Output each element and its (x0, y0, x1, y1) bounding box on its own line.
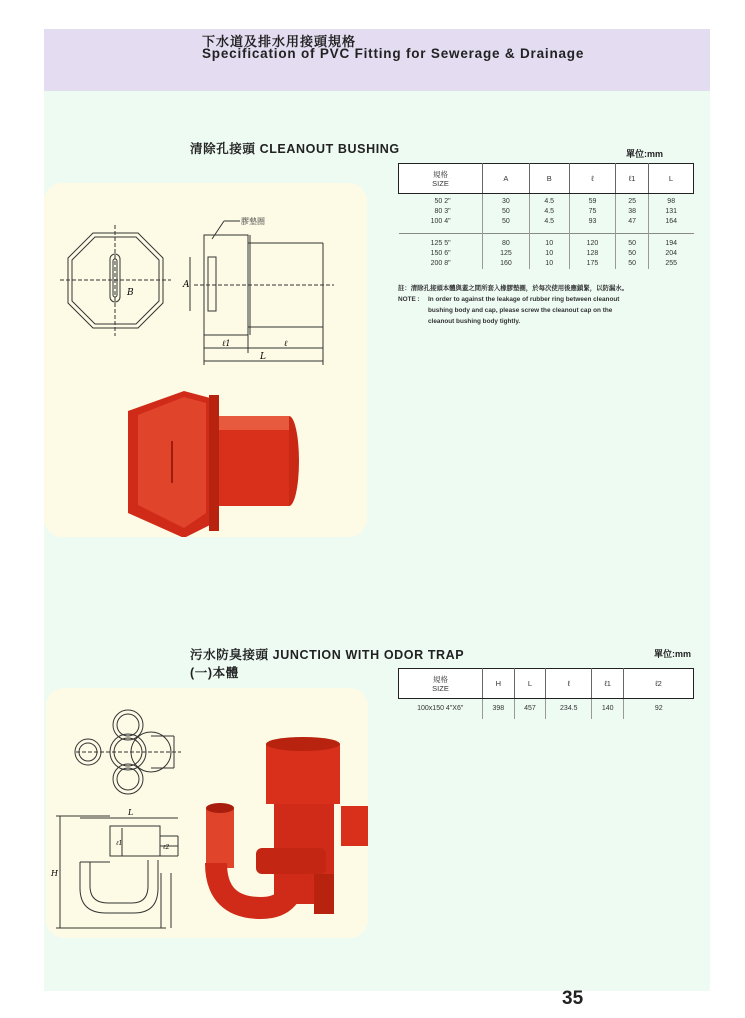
cell-size-inch: 4" (444, 218, 451, 225)
page-header (44, 29, 710, 91)
section2-title: 污水防臭接頭 JUNCTION WITH ODOR TRAP (190, 648, 465, 662)
cell-size-inch: 5" (444, 240, 451, 247)
col-size-en: SIZE (432, 178, 449, 188)
cell-size-mm: 100 (430, 218, 443, 225)
col-a: A (483, 164, 530, 194)
table-row (399, 234, 694, 250)
cell-a: 80 (483, 234, 530, 250)
section2-subtitle: (一)本體 (190, 666, 239, 680)
cleanout-bushing-drawing (44, 183, 367, 537)
cell-size (399, 249, 483, 259)
col-b: B (529, 164, 569, 194)
col-l: ℓ (546, 669, 592, 699)
col-size-zh: 規格 (433, 169, 448, 179)
cell-a: 50 (483, 217, 530, 234)
cleanout-bushing-image-panel (44, 183, 367, 537)
header-title-en: Specification of PVC Fitting for Sewerage & Drainage (202, 46, 585, 61)
cell-L: 204 (665, 250, 678, 257)
dim-b-label: B (127, 288, 134, 298)
section1-note (398, 283, 704, 327)
cell-l1: 25 (616, 194, 649, 208)
cell-L: 98 (667, 198, 676, 205)
note-zh: 註：清除孔接頭本體與蓋之間所套入橡膠墊圈，於每次使用後應鎖緊，以防漏水。 (398, 285, 629, 292)
side-view (190, 221, 334, 365)
dim-l-label: ℓ (284, 339, 288, 348)
cell-h: 398 (483, 699, 515, 719)
octagon-front-view (60, 225, 171, 336)
dim-l1-label: ℓ1 (222, 339, 231, 348)
cleanout-bushing-table (398, 163, 694, 269)
cell-size-mm: 200 (430, 260, 443, 267)
note-en-line-2: bushing body and cap, please screw the cleanout cap on the (428, 307, 613, 314)
dim-L-label: L (260, 352, 266, 362)
note-en-text-1: In order to against the leakage of rubber ring between cleanout (428, 296, 620, 303)
cell-l: 75 (569, 207, 616, 217)
rubber-ring-label: 膠墊圈 (241, 217, 265, 226)
cell-a: 160 (483, 259, 530, 269)
cell-L: 164 (665, 218, 678, 225)
cell-l1: 50 (616, 249, 649, 259)
cell-L: 457 (514, 699, 546, 719)
col-l1: ℓ1 (592, 669, 624, 699)
cell-l1: 140 (592, 699, 624, 719)
cell-b: 10 (529, 234, 569, 250)
cell-b: 4.5 (529, 217, 569, 234)
cell-l1: 38 (616, 207, 649, 217)
cell-l: 120 (569, 234, 616, 250)
cell-size (399, 234, 483, 250)
cleanout-bushing-photo (128, 391, 299, 537)
section1-title: 清除孔接頭 CLEANOUT BUSHING (190, 142, 400, 156)
odor-trap-table (398, 668, 694, 719)
cell-L: 194 (648, 234, 693, 250)
dim-L-label-2: L (128, 808, 134, 817)
cell-l2: 92 (654, 705, 663, 712)
cell-l: 59 (569, 194, 616, 208)
cell-size-mm: 50 (434, 198, 443, 205)
table-row (399, 194, 694, 208)
cell-size (399, 207, 483, 217)
note-label: NOTE : (398, 296, 420, 303)
cell-l: 128 (569, 249, 616, 259)
col-l1: ℓ1 (616, 164, 649, 194)
dim-a-label: A (183, 280, 190, 290)
dim-l2-label: ℓ2 (163, 844, 170, 851)
section2-unit: 單位:mm (654, 649, 692, 659)
odor-trap-image-panel (46, 688, 368, 938)
cell-l: 175 (569, 259, 616, 269)
odor-trap-top-view (75, 710, 181, 794)
table-row (399, 249, 694, 259)
cell-size-inch: 8" (444, 260, 451, 267)
cell-size (399, 194, 483, 208)
cell-size (399, 259, 483, 269)
dim-H-label: H (51, 869, 58, 878)
odor-trap-photo (206, 737, 368, 914)
cell-b: 10 (529, 249, 569, 259)
catalog-page (44, 29, 710, 991)
odor-trap-side-view (56, 816, 178, 928)
odor-trap-drawing (46, 688, 368, 938)
cell-size-mm: 80 (434, 208, 443, 215)
table-header-row (399, 669, 694, 699)
table-row (399, 259, 694, 269)
cell-a: 125 (483, 249, 530, 259)
cell-size-inch: 2" (444, 198, 451, 205)
col-l: ℓ (569, 164, 616, 194)
note-en-line-1 (398, 294, 704, 305)
cell-l1: 50 (616, 259, 649, 269)
cell-b: 4.5 (529, 207, 569, 217)
col-h: H (483, 669, 515, 699)
cell-size-mm: 150 (430, 250, 443, 257)
dim-l1-label-2: ℓ1 (116, 840, 123, 847)
cell-size: 100x150 4"X6" (399, 699, 483, 719)
note-en-line-3: cleanout bushing body tightly. (428, 318, 521, 325)
cell-size (399, 217, 483, 234)
table-row (399, 699, 694, 719)
col-size-en: SIZE (432, 683, 449, 693)
cell-l: 93 (569, 217, 616, 234)
col-L: L (648, 164, 693, 194)
cell-L: 255 (665, 260, 678, 267)
col-size (399, 164, 483, 194)
col-l2: ℓ2 (624, 669, 694, 699)
table-header-row (399, 164, 694, 194)
cell-size-inch: 6" (444, 250, 451, 257)
section1-unit: 單位:mm (626, 149, 664, 159)
cell-size-mm: 125 (430, 240, 443, 247)
cell-a: 30 (483, 194, 530, 208)
cell-L: 131 (665, 208, 678, 215)
col-size-zh: 規格 (433, 674, 448, 684)
cell-l1: 50 (616, 234, 649, 250)
col-size (399, 669, 483, 699)
col-L: L (514, 669, 546, 699)
header-title-zh: 下水道及排水用接頭規格 (202, 34, 357, 49)
table-row (399, 207, 694, 217)
page-number: 35 (562, 988, 584, 1009)
cell-a: 50 (483, 207, 530, 217)
cell-b: 10 (529, 259, 569, 269)
cell-l1: 47 (616, 217, 649, 234)
cell-size-inch: 3" (444, 208, 451, 215)
table-row (399, 217, 694, 234)
cell-b: 4.5 (529, 194, 569, 208)
cell-l: 234.5 (546, 699, 592, 719)
